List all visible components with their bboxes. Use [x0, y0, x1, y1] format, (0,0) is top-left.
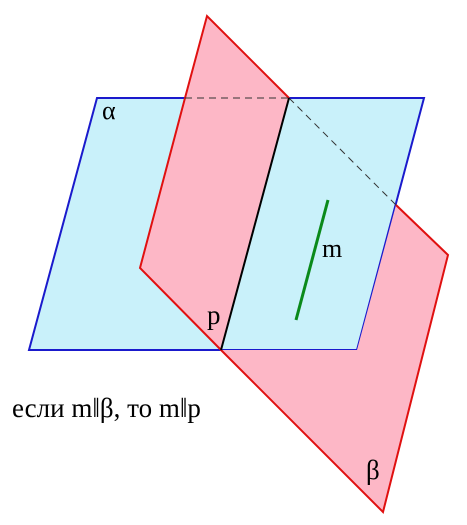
label-m: m — [322, 234, 343, 263]
label-beta: β — [366, 455, 380, 485]
label-alpha: α — [102, 96, 116, 125]
label-p: p — [207, 300, 221, 330]
plane-beta-upper — [185, 16, 289, 98]
caption-statement: если m‖β, то m‖p — [12, 393, 201, 423]
